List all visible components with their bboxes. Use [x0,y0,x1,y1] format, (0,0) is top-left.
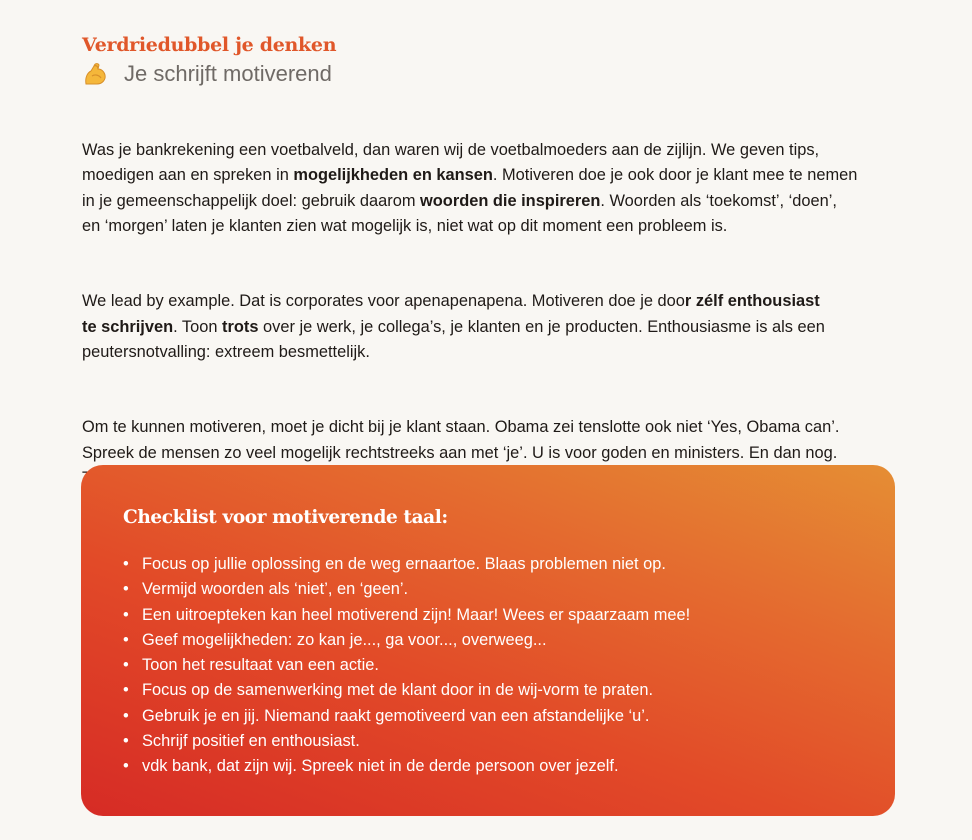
list-item: • Schrijf positief en enthousiast. [123,729,690,754]
checklist-card [81,465,895,816]
section-subtitle [82,60,332,88]
list-item: • Toon het resultaat van een actie. [123,653,690,678]
text-segment: . Motiveren doe je ook door je klant mee te nemen in je gemeenschappelijk doel: gebruik daarom [82,166,858,210]
text-segment: Om te kunnen motiveren, moet je dicht bij je klant staan. Obama zei tenslotte ook niet ‘Yes, Obama can’. Spreek de mensen zo veel mogelijk rechtstreeks aan met ‘je’. U is voor goden en ministers. En dan nog. [82,418,840,462]
text-segment: . Toon [173,317,223,336]
list-item: • vdk bank, dat zijn wij. Spreek niet in de derde persoon over jezelf. [123,754,690,779]
list-item: • Vermijd woorden als ‘niet’, en ‘geen’. [123,577,690,602]
subtitle-text: Je schrijft motiverend [124,61,332,86]
paragraph [82,264,922,366]
checklist-title: Checklist voor motiverende taal: [123,507,448,528]
emphasis: woorden die inspireren [420,191,601,210]
body-text [82,112,922,516]
paragraph [82,112,922,240]
list-item: • Focus op de samenwerking met de klant door in de wij-vorm te praten. [123,678,690,703]
section-kicker: Verdriedubbel je denken [82,34,337,56]
list-item: • Focus op jullie oplossing en de weg ernaartoe. Blaas problemen niet op. [123,552,690,577]
list-item: • Geef mogelijkheden: zo kan je..., ga voor..., overweeg... [123,628,690,653]
checklist [123,552,690,780]
emphasis: trots [222,317,259,336]
list-item: • Gebruik je en jij. Niemand raakt gemotiveerd van een afstandelijke ‘u’. [123,704,690,729]
text-segment: over je werk, je collega’s, je klanten en je producten. Enthousiasme is als een peutersnotvalling: extreem besmettelijk. [82,317,825,361]
text-segment: We lead by example. Dat is corporates voor apenapenapena. Motiveren doe je doo [82,292,685,310]
flexed-biceps-icon [82,60,110,88]
list-item: • Een uitroepteken kan heel motiverend zijn! Maar! Wees er spaarzaam mee! [123,603,690,628]
emphasis: r zélf enthousiast te schrijven [82,292,820,336]
emphasis: mogelijkheden en kansen [293,166,493,184]
text-segment: Was je bankrekening een voetbalveld, dan waren wij de voetbalmoeders aan de zijlijn. We geven tips, moedigen aan en spreken in [82,140,820,184]
text-segment: . Woorden als ‘toekomst’, ‘doen’, en ‘morgen’ laten je klanten zien wat mogelijk is, niet wat op dit moment een probleem is. [82,191,837,235]
